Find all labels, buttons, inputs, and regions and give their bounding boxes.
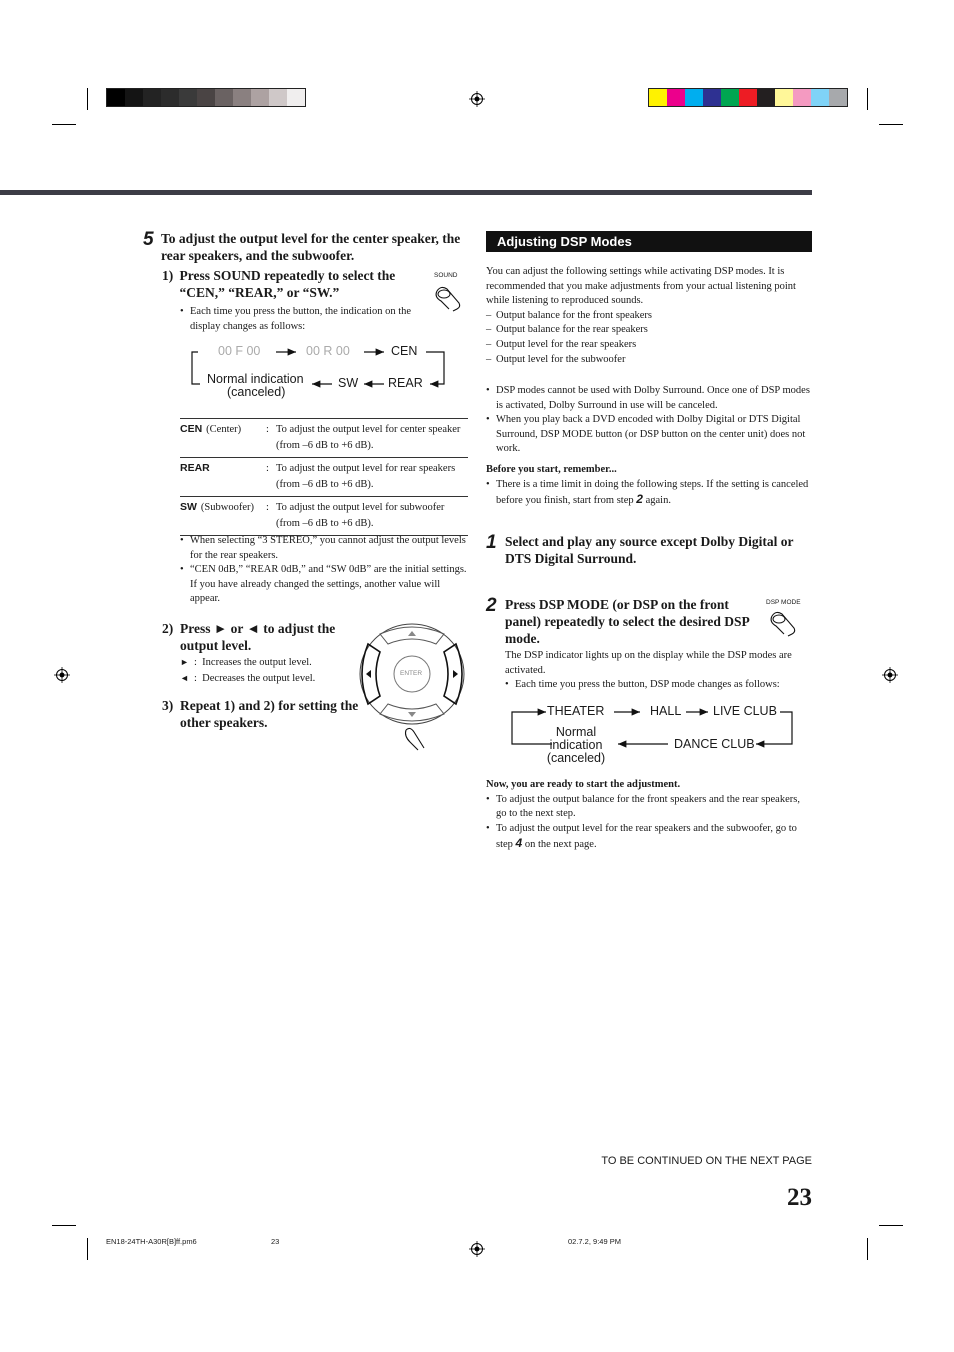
table-row bbox=[180, 497, 468, 536]
speaker-level-table bbox=[180, 418, 468, 536]
dsp-notes bbox=[486, 384, 812, 457]
substep-1 bbox=[162, 267, 422, 334]
before-bullet bbox=[486, 478, 812, 509]
process-swatch bbox=[685, 89, 703, 106]
flow-canceled: (canceled) bbox=[546, 751, 606, 765]
before-text-end: again. bbox=[645, 495, 671, 507]
table-key-note: (Subwoofer) bbox=[200, 502, 254, 513]
crop-mark bbox=[52, 1225, 76, 1226]
table-key-cell bbox=[180, 497, 266, 536]
right-step-1 bbox=[486, 533, 812, 567]
process-swatch bbox=[649, 89, 667, 106]
crop-mark bbox=[867, 1238, 868, 1260]
registration-mark-icon bbox=[54, 667, 70, 683]
process-swatch bbox=[739, 89, 757, 106]
flow-rear: REAR bbox=[388, 376, 423, 390]
right-step-1-text: Select and play any source except Dolby Digital or DTS Digital Surround. bbox=[505, 534, 794, 566]
flow-live-club: LIVE CLUB bbox=[713, 704, 777, 718]
substep-1-note: • Each time you press the button, the indication on the display changes as follows: bbox=[180, 305, 428, 334]
flow-theater: THEATER bbox=[547, 704, 605, 718]
intro-block bbox=[486, 265, 812, 367]
now-ready-block bbox=[486, 778, 812, 853]
step-5-block bbox=[143, 230, 463, 264]
table-description: To adjust the output level for center speaker (from –6 dB to +6 dB). bbox=[276, 424, 461, 451]
greyscale-swatch bbox=[179, 89, 197, 106]
step-5-number: 5 bbox=[143, 229, 154, 250]
table-description: To adjust the output level for rear speakers (from –6 dB to +6 dB). bbox=[276, 463, 456, 490]
flow-rear-balance: 00 R 00 bbox=[306, 344, 350, 358]
right-step-2-text: Press DSP MODE (or DSP on the front panel) repeatedly to select the desired DSP mode. bbox=[505, 597, 749, 646]
substep-2-text: Press ► or ◄ to adjust the output level. bbox=[180, 621, 336, 653]
table-description: To adjust the output level for subwoofer (from –6 dB to +6 dB). bbox=[276, 502, 445, 529]
before-step-number: 2 bbox=[636, 492, 643, 507]
table-key: REAR bbox=[180, 462, 210, 474]
intro-paragraph: You can adjust the following settings while activating DSP modes. It is recommended that you make adjustments from your actual listening point while listening to reproduced sounds. bbox=[486, 266, 796, 307]
process-swatch bbox=[667, 89, 685, 106]
table-key-cell bbox=[180, 458, 266, 497]
step-5-title: To adjust the output level for the center speaker, the rear speakers, and the subwoofer. bbox=[161, 231, 461, 263]
right-step-2-bullet: • Each time you press the button, DSP mode changes as follows: bbox=[505, 678, 812, 693]
dsp-note-item: • DSP modes cannot be used with Dolby Surround. Once one of DSP modes is activated, Dolby Surround in use will be canceled. bbox=[486, 384, 812, 413]
flow-dance-club: DANCE CLUB bbox=[674, 737, 755, 751]
right-step-1-number: 1 bbox=[486, 532, 497, 553]
increase-text: Increases the output level. bbox=[202, 657, 312, 668]
finger-press-icon bbox=[766, 606, 802, 642]
sound-button-icon bbox=[431, 272, 467, 320]
table-key: CEN bbox=[180, 423, 203, 435]
crop-mark bbox=[879, 124, 903, 125]
flow-cen: CEN bbox=[391, 344, 418, 358]
crop-mark bbox=[867, 88, 868, 110]
greyscale-swatch bbox=[269, 89, 287, 106]
greyscale-swatch bbox=[107, 89, 125, 106]
finger-press-icon bbox=[431, 279, 467, 317]
process-swatch bbox=[703, 89, 721, 106]
flow-normal: Normal bbox=[555, 725, 597, 739]
decrease-line: ◄ : Decreases the output level. bbox=[180, 672, 316, 684]
dsp-mode-button-icon bbox=[766, 599, 810, 645]
flow-front-balance: 00 F 00 bbox=[218, 344, 261, 358]
flow-indication: indication bbox=[549, 738, 603, 752]
header-bar bbox=[0, 190, 812, 195]
table-separator: : bbox=[266, 424, 269, 435]
section-title: Adjusting DSP Modes bbox=[497, 234, 632, 249]
decrease-text: Decreases the output level. bbox=[202, 672, 316, 684]
flow-normal-block bbox=[538, 726, 614, 765]
greyscale-swatch bbox=[215, 89, 233, 106]
flow-hall: HALL bbox=[650, 704, 682, 718]
increase-line: ► : Increases the output level. bbox=[180, 657, 312, 668]
process-swatch bbox=[775, 89, 793, 106]
before-heading: Before you start, remember... bbox=[486, 464, 617, 475]
table-key-note: (Center) bbox=[206, 424, 242, 435]
now-heading: Now, you are ready to start the adjustment. bbox=[486, 779, 681, 790]
process-swatch bbox=[811, 89, 829, 106]
registration-mark-icon bbox=[882, 667, 898, 683]
process-color-bar bbox=[648, 88, 848, 107]
output-level-flow-diagram bbox=[188, 340, 453, 400]
right-step-2-para: The DSP indicator lights up on the display while the DSP modes are activated. bbox=[505, 650, 792, 676]
greyscale-swatch bbox=[125, 89, 143, 106]
substep-3 bbox=[162, 697, 362, 731]
left-notes bbox=[180, 534, 470, 607]
greyscale-swatch bbox=[161, 89, 179, 106]
process-swatch bbox=[829, 89, 847, 106]
before-text: There is a time limit in doing the following steps. If the setting is canceled before you finish, start from step bbox=[496, 478, 809, 507]
page-number: 23 bbox=[787, 1184, 812, 1211]
crop-mark bbox=[87, 88, 88, 110]
right-step-2-number: 2 bbox=[486, 595, 497, 616]
greyscale-swatch bbox=[143, 89, 161, 106]
flow-normal-canceled: (canceled) bbox=[227, 385, 286, 399]
substep-2-label: 2) bbox=[162, 621, 174, 636]
now-step-number: 4 bbox=[515, 836, 523, 851]
substep-3-label: 3) bbox=[162, 698, 174, 713]
greyscale-swatch bbox=[251, 89, 269, 106]
level-table bbox=[180, 419, 468, 536]
right-arrow-icon: ► bbox=[180, 657, 189, 667]
footer-date: 02.7.2, 9:49 PM bbox=[568, 1237, 621, 1246]
greyscale-color-bar bbox=[106, 88, 306, 107]
dsp-note-item: • When you play back a DVD encoded with Dolby Digital or DTS Digital Surround, DSP MODE button (or DSP button on the center unit) does not work. bbox=[486, 413, 812, 457]
flow-normal-indication: Normal indication bbox=[207, 372, 304, 386]
note-item: • “CEN 0dB,” “REAR 0dB,” and “SW 0dB” are the initial settings. If you have already changed the settings, another value will appear. bbox=[180, 563, 470, 607]
table-separator: : bbox=[266, 502, 269, 513]
left-arrow-icon: ◄ bbox=[180, 672, 189, 683]
setting-item: – Output level for the rear speakers bbox=[486, 338, 812, 353]
process-swatch bbox=[757, 89, 775, 106]
crop-mark bbox=[87, 1238, 88, 1260]
note-item: • When selecting “3 STEREO,” you cannot adjust the output levels for the rear speakers. bbox=[180, 534, 470, 563]
dash-list bbox=[486, 309, 812, 367]
table-key: SW bbox=[180, 501, 197, 513]
table-row bbox=[180, 458, 468, 497]
process-swatch bbox=[793, 89, 811, 106]
process-swatch bbox=[721, 89, 739, 106]
crop-mark bbox=[879, 1225, 903, 1226]
setting-item: – Output level for the subwoofer bbox=[486, 353, 812, 368]
substep-2 bbox=[162, 620, 362, 686]
now-bullet-2-end: on the next page. bbox=[524, 839, 597, 851]
table-row bbox=[180, 419, 468, 458]
cursor-pad-icon bbox=[358, 622, 466, 758]
before-start-block bbox=[486, 463, 812, 509]
substep-1-label: 1) bbox=[162, 268, 174, 283]
now-bullet-1: • To adjust the output balance for the front speakers and the rear speakers, go to the next step. bbox=[486, 793, 812, 822]
crop-mark bbox=[52, 124, 76, 125]
table-key-cell bbox=[180, 419, 266, 458]
footer-file-page: 23 bbox=[271, 1237, 280, 1246]
dsp-mode-flow-diagram bbox=[508, 702, 800, 772]
now-bullet-2-text: To adjust the output level for the rear speakers and the subwoofer, go to step bbox=[496, 822, 797, 851]
substep-3-text: Repeat 1) and 2) for setting the other speakers. bbox=[180, 698, 359, 730]
table-separator: : bbox=[266, 463, 269, 474]
registration-mark-icon bbox=[469, 91, 485, 107]
sound-button-label: SOUND bbox=[434, 272, 458, 279]
greyscale-swatch bbox=[287, 89, 305, 106]
greyscale-swatch bbox=[233, 89, 251, 106]
continued-note: TO BE CONTINUED ON THE NEXT PAGE bbox=[601, 1155, 812, 1167]
right-step-2 bbox=[486, 596, 812, 693]
registration-mark-icon bbox=[469, 1241, 485, 1257]
greyscale-swatch bbox=[197, 89, 215, 106]
enter-label: ENTER bbox=[400, 670, 423, 677]
setting-item: – Output balance for the rear speakers bbox=[486, 323, 812, 338]
dsp-mode-label: DSP MODE bbox=[766, 599, 801, 606]
substep-1-text: Press SOUND repeatedly to select the “CEN,” “REAR,” or “SW.” bbox=[179, 268, 396, 300]
setting-item: – Output balance for the front speakers bbox=[486, 309, 812, 324]
flow-sw: SW bbox=[338, 376, 359, 390]
footer-file: EN18-24TH-A30R[B]ff.pm6 bbox=[106, 1237, 197, 1246]
now-bullet-2 bbox=[486, 822, 812, 853]
section-header bbox=[486, 231, 812, 252]
